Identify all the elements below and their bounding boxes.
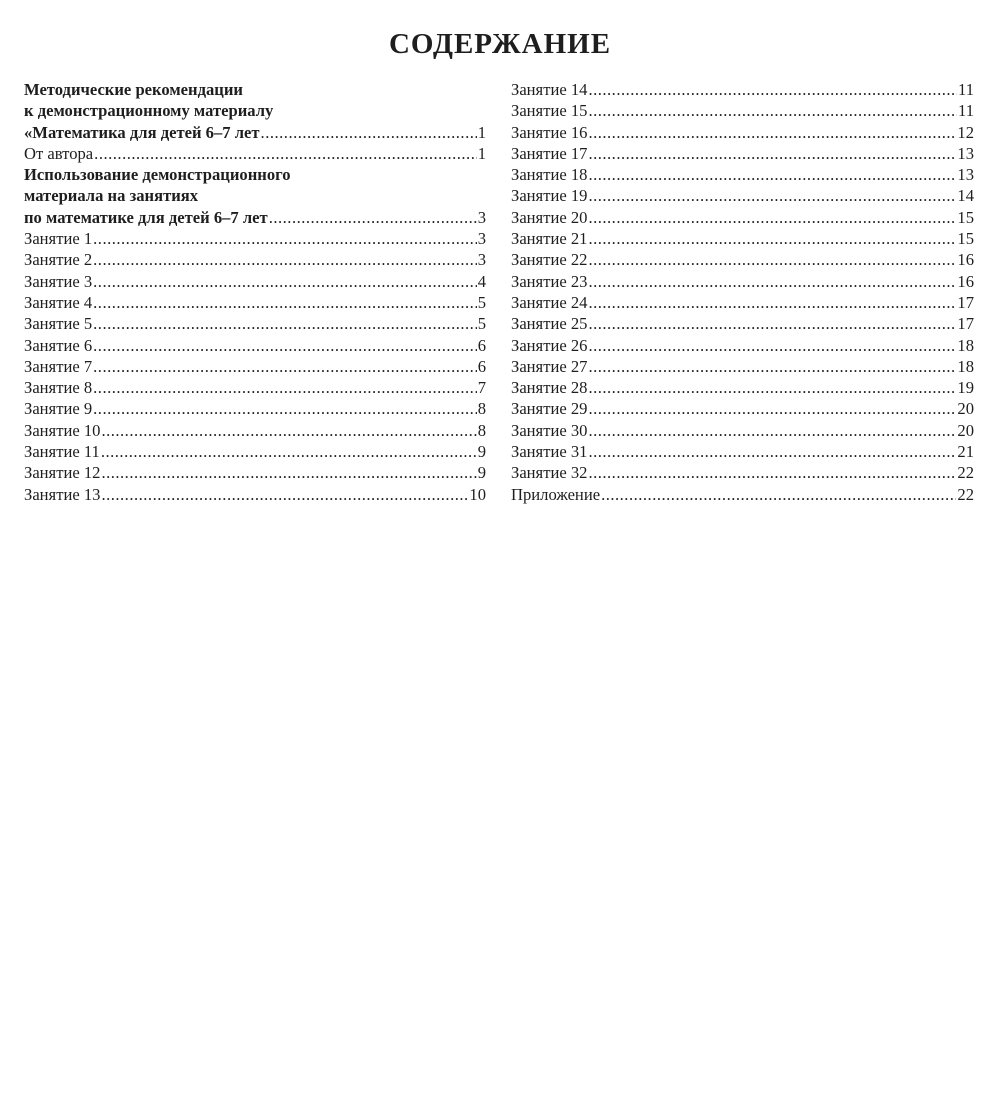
toc-entry-line [24,356,486,377]
dot-leader [101,420,476,441]
toc-entry-title: Занятие 23 [511,271,588,291]
toc-entry-line [24,441,486,462]
toc-page-number: 9 [477,442,486,462]
toc-entry-title: Занятие 7 [24,356,93,376]
toc-page-number: 11 [958,101,974,121]
toc-entry [511,122,974,143]
toc-entry-title: Занятие 6 [24,335,93,355]
dot-leader [93,249,477,270]
toc-entry [24,313,486,334]
toc-entry-title: Занятие 30 [511,420,588,440]
toc-page-number: 1 [477,122,486,142]
toc-entry-title: «Математика для детей 6–7 лет [24,122,260,142]
toc-entry-title: Занятие 19 [511,186,588,206]
toc-page-number: 19 [957,378,974,398]
toc-entry-line [511,271,974,292]
dot-leader [588,292,956,313]
toc-entry-title: Занятие 12 [24,463,101,483]
toc-page-number: 6 [477,335,486,355]
dot-leader [588,249,956,270]
toc-entry-title: Занятие 9 [24,399,93,419]
dot-leader [588,228,956,249]
toc-page-number: 22 [957,463,974,483]
toc-entry-line [24,164,486,185]
toc-entry-line [24,420,486,441]
toc-entry-line [24,228,486,249]
toc-page-number: 9 [477,463,486,483]
toc-entry [511,313,974,334]
toc-entry-line [511,79,974,100]
toc-page-number: 6 [477,356,486,376]
toc-entry-line [24,377,486,398]
toc-entry [24,441,486,462]
toc-entry-line [511,100,974,121]
toc-entry-title: Занятие 18 [511,165,588,185]
toc-entry-title: Занятие 22 [511,250,588,270]
toc-page-number: 22 [957,484,974,504]
dot-leader [588,79,957,100]
toc-entry-line [511,462,974,483]
dot-leader [588,122,956,143]
toc-entry-line [511,335,974,356]
toc-entry-title: От автора [24,143,94,163]
toc-entry-line [511,398,974,419]
toc-entry [24,398,486,419]
toc-entry-title: Занятие 32 [511,463,588,483]
dot-leader [93,356,477,377]
dot-leader [588,185,956,206]
toc-page-number: 5 [477,292,486,312]
toc-entry-title: Занятие 17 [511,143,588,163]
toc-right-column [511,79,974,505]
dot-leader [588,313,956,334]
dot-leader [588,377,956,398]
toc-entry [511,164,974,185]
toc-page-number: 14 [957,186,974,206]
toc-left-column [24,79,486,505]
dot-leader [588,143,956,164]
toc-entry-title: по математике для детей 6–7 лет [24,207,268,227]
toc-entry-title: Приложение [511,484,601,504]
toc-page-number: 18 [957,356,974,376]
toc-entry-title: Занятие 20 [511,207,588,227]
toc-entry-title: Занятие 25 [511,314,588,334]
toc-page-number: 1 [477,143,486,163]
toc-entry-title: Занятие 26 [511,335,588,355]
toc-entry [24,484,486,505]
toc-entry-line [511,164,974,185]
toc-entry [511,441,974,462]
toc-entry [511,484,974,505]
toc-entry-title: Занятие 13 [24,484,101,504]
page-title: СОДЕРЖАНИЕ [388,28,612,60]
toc-entry [24,228,486,249]
toc-entry [511,356,974,377]
toc-entry-line [511,292,974,313]
dot-leader [261,122,477,143]
toc-page-number: 16 [957,271,974,291]
dot-leader [601,484,956,505]
toc-entry-title: Занятие 11 [24,442,100,462]
toc-page-number: 20 [957,399,974,419]
toc-entry-line [511,313,974,334]
toc-entry-line [511,143,974,164]
toc-entry-line [24,185,486,206]
toc-page-number: 4 [477,271,486,291]
toc-entry-line [24,484,486,505]
toc-page-number: 17 [957,292,974,312]
toc-entry-line [24,271,486,292]
toc-entry-line [24,143,486,164]
toc-entry-title: Занятие 4 [24,292,93,312]
dot-leader [588,207,956,228]
toc-entry-title: Занятие 28 [511,378,588,398]
toc-entry-line [511,441,974,462]
toc-entry-line [511,122,974,143]
toc-page-number: 17 [957,314,974,334]
toc-entry-line [24,292,486,313]
toc-entry-line [24,207,486,228]
dot-leader [94,143,477,164]
dot-leader [588,462,956,483]
toc-entry [511,100,974,121]
dot-leader [93,292,477,313]
toc-entry-line [24,398,486,419]
dot-leader [93,377,477,398]
dot-leader [93,271,477,292]
toc-entry [24,249,486,270]
toc-page-number: 18 [957,335,974,355]
toc-entry-title: Занятие 3 [24,271,93,291]
toc-page-number: 3 [477,250,486,270]
dot-leader [588,164,956,185]
toc-page-number: 15 [957,229,974,249]
toc-entry-line [511,249,974,270]
toc-entry-title: Занятие 21 [511,229,588,249]
dot-leader [269,207,477,228]
toc-entry-line [511,228,974,249]
toc-page-number: 12 [957,122,974,142]
toc-page-number: 8 [477,399,486,419]
toc-entry-title: к демонстрационному материалу [24,101,274,121]
toc-entry-line [511,356,974,377]
dot-leader [588,420,956,441]
toc-entry-title: Методические рекомендации [24,80,243,99]
toc-entry-line [24,122,486,143]
toc-page-number: 21 [957,442,974,462]
toc-entry [511,228,974,249]
toc-entry [511,249,974,270]
toc-entry-title: Занятие 5 [24,314,93,334]
toc-entry-title: Использование демонстрационного [24,165,291,185]
toc-entry-title: Занятие 16 [511,122,588,142]
dot-leader [93,228,477,249]
toc-entry-line [511,420,974,441]
dot-leader [93,335,477,356]
toc-page-number: 16 [957,250,974,270]
toc-entry [24,292,486,313]
toc-entry-title: Занятие 10 [24,420,101,440]
toc-entry-line [24,100,486,121]
toc-entry [511,143,974,164]
toc-entry [511,271,974,292]
toc-entry-title: Занятие 15 [511,101,588,121]
toc-entry-line [511,207,974,228]
toc-entry [511,335,974,356]
toc-entry-line [511,185,974,206]
toc-entry-title: Занятие 29 [511,399,588,419]
dot-leader [101,462,476,483]
toc-entry-title: материала на занятиях [24,186,199,206]
toc-entry [511,79,974,100]
toc-entry-line [24,249,486,270]
dot-leader [588,356,956,377]
toc-entry-title: Занятие 1 [24,229,93,249]
dot-leader [588,100,957,121]
toc-entry [24,335,486,356]
toc-entry [511,398,974,419]
dot-leader [93,313,477,334]
toc-entry-line [511,377,974,398]
dot-leader [93,398,477,419]
toc-page-number: 5 [477,314,486,334]
dot-leader [588,441,956,462]
toc-page-number: 7 [477,378,486,398]
toc-entry [511,462,974,483]
toc-entry [511,185,974,206]
toc-page-number: 13 [957,143,974,163]
toc-page-number: 15 [957,207,974,227]
toc-page-number: 11 [958,80,974,99]
toc-entry [24,271,486,292]
toc-page-number: 10 [469,484,486,504]
toc-entry-line [24,313,486,334]
toc-entry [511,207,974,228]
toc-entry [24,143,486,164]
toc-entry [24,377,486,398]
dot-leader [101,484,468,505]
toc-entry-line [24,335,486,356]
toc-entry [24,164,486,228]
toc-entry [511,292,974,313]
dot-leader [588,335,956,356]
toc-entry-title: Занятие 27 [511,356,588,376]
toc-entry-line [24,79,486,100]
toc-entry [24,356,486,377]
toc-entry [24,462,486,483]
toc-page-number: 3 [477,207,486,227]
dot-leader [101,441,477,462]
toc-entry-line [511,484,974,505]
toc-page-number: 13 [957,165,974,185]
toc-entry-title: Занятие 31 [511,442,588,462]
toc-page-number: 20 [957,420,974,440]
dot-leader [588,398,956,419]
toc-page-number: 8 [477,420,486,440]
toc-entry [511,377,974,398]
toc-entry [511,420,974,441]
toc-page-number: 3 [477,229,486,249]
toc-entry-title: Занятие 24 [511,292,588,312]
toc-entry-line [24,462,486,483]
toc-entry [24,79,486,143]
toc-entry [24,420,486,441]
dot-leader [588,271,956,292]
toc-entry-title: Занятие 2 [24,250,93,270]
toc-entry-title: Занятие 14 [511,80,588,99]
toc-entry-title: Занятие 8 [24,378,93,398]
